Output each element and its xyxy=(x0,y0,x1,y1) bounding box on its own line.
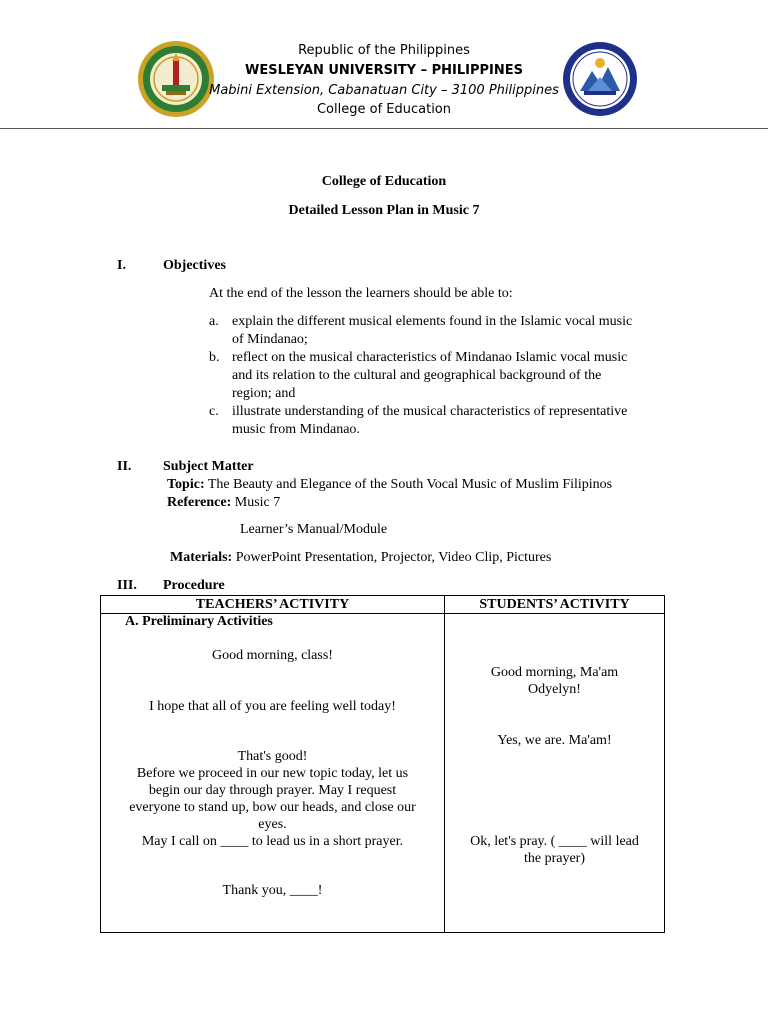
topic-line xyxy=(167,476,612,494)
materials-label: Materials: xyxy=(170,550,233,565)
letterhead-university: WESLEYAN UNIVERSITY – PHILIPPINES xyxy=(244,63,524,78)
teacher-thats-good: That's good! xyxy=(237,749,308,764)
teacher-greeting: Good morning, class! xyxy=(212,648,333,663)
reference-label: Reference: xyxy=(167,495,232,510)
objective-c-line2: music from Mindanao. xyxy=(232,422,360,437)
materials-value: PowerPoint Presentation, Projector, Video Clip, Pictures xyxy=(235,550,552,565)
objective-letter-a: a. xyxy=(209,314,219,329)
objective-b-line3: region; and xyxy=(232,386,296,401)
reference-value: Music 7 xyxy=(234,495,281,510)
objective-letter-b: b. xyxy=(209,350,220,365)
student-yes: Yes, we are. Ma'am! xyxy=(497,733,612,748)
preliminary-activities-heading: A. Preliminary Activities xyxy=(125,614,273,629)
table-column-divider xyxy=(444,596,445,932)
letterhead-country: Republic of the Philippines xyxy=(298,43,470,58)
student-pray-line2: the prayer) xyxy=(523,851,586,866)
objective-c-line1: illustrate understanding of the musical characteristics of representative xyxy=(232,404,628,419)
objective-b-line2: and its relation to the cultural and geographical background of the xyxy=(232,368,602,383)
objectives-heading: Objectives xyxy=(163,258,226,273)
student-greeting-line2: Odyelyn! xyxy=(528,682,581,697)
student-pray-line1: Ok, let's pray. ( ____ will lead xyxy=(470,834,639,849)
topic-label: Topic: xyxy=(167,477,205,492)
reference-manual: Learner’s Manual/Module xyxy=(240,522,388,537)
teachers-activity-header: TEACHERS’ ACTIVITY xyxy=(195,597,350,612)
teacher-hope: I hope that all of you are feeling well today! xyxy=(149,699,396,714)
student-greeting-line1: Good morning, Ma'am xyxy=(490,665,619,680)
teacher-prayer-line1: Before we proceed in our new topic today, let us xyxy=(136,766,409,781)
teacher-prayer-line4: eyes. xyxy=(258,817,287,832)
teacher-prayer-line2: begin our day through prayer. May I request xyxy=(148,783,397,798)
objective-b-line1: reflect on the musical characteristics of Mindanao Islamic vocal music xyxy=(232,350,628,365)
letterhead-divider xyxy=(0,128,768,129)
objectives-intro: At the end of the lesson the learners should be able to: xyxy=(209,286,513,301)
subject-matter-numeral: II. xyxy=(117,459,132,474)
materials-line xyxy=(170,549,551,567)
objective-a-line1: explain the different musical elements found in the Islamic vocal music xyxy=(232,314,633,329)
procedure-numeral: III. xyxy=(117,578,137,593)
objective-letter-c: c. xyxy=(209,404,219,419)
procedure-heading: Procedure xyxy=(163,578,225,593)
teacher-thank-you: Thank you, ____! xyxy=(222,883,323,898)
objectives-numeral: I. xyxy=(117,258,126,273)
document-college: College of Education xyxy=(321,174,447,189)
students-activity-header: STUDENTS’ ACTIVITY xyxy=(479,597,630,612)
teacher-call-on: May I call on ____ to lead us in a short prayer. xyxy=(141,834,404,849)
letterhead-address: Mabini Extension, Cabanatuan City – 3100 Philippines xyxy=(209,83,559,98)
reference-line xyxy=(167,494,280,512)
topic-value: The Beauty and Elegance of the South Vocal Music of Muslim Filipinos xyxy=(207,477,613,492)
letterhead-college: College of Education xyxy=(316,102,452,117)
teacher-prayer-line3: everyone to stand up, bow our heads, and close our xyxy=(129,800,416,815)
procedure-table xyxy=(100,595,665,933)
objective-a-line2: of Mindanao; xyxy=(232,332,308,347)
subject-matter-heading: Subject Matter xyxy=(163,459,254,474)
document-title: Detailed Lesson Plan in Music 7 xyxy=(288,203,480,218)
